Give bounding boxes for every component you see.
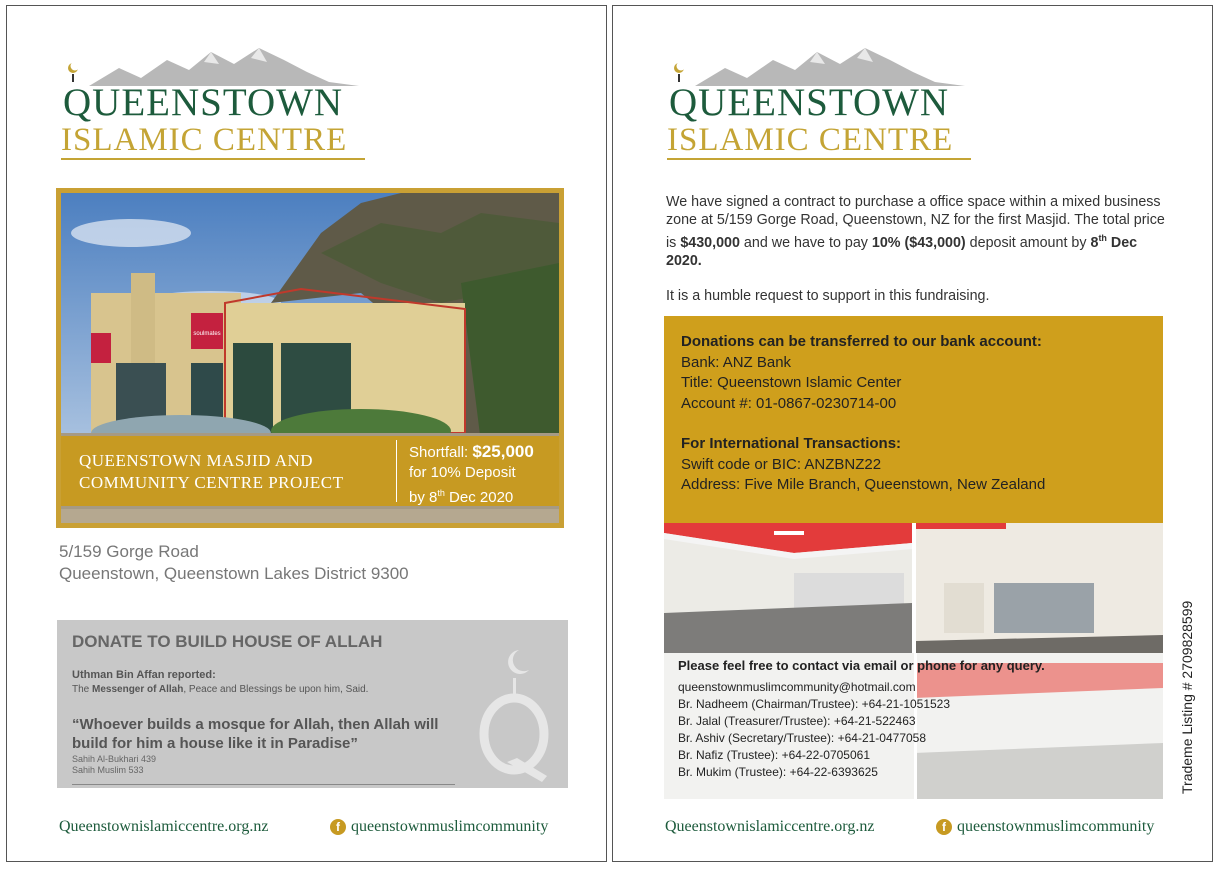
intro-date-suffix: Dec 2020. bbox=[666, 234, 1138, 269]
facebook-link[interactable] bbox=[936, 818, 1154, 836]
website-link[interactable]: Queenstownislamiccentre.org.nz bbox=[59, 818, 269, 835]
fundraising-request: It is a humble request to support in this fundraising. bbox=[666, 288, 990, 304]
donate-heading: DONATE TO BUILD HOUSE OF ALLAH bbox=[72, 632, 383, 651]
interior-photos bbox=[664, 523, 1163, 799]
shortfall-date-sup: th bbox=[437, 488, 445, 498]
intro-text-2: and we have to pay bbox=[739, 234, 872, 251]
address bbox=[59, 541, 409, 585]
contact-person: Br. Jalal (Treasurer/Trustee): +64-21-522463 bbox=[678, 714, 916, 728]
contact-person: Br. Nadheem (Chairman/Trustee): +64-21-1051523 bbox=[678, 697, 951, 711]
hadith-intro-post: , Peace and Blessings be upon him, Said. bbox=[183, 684, 369, 695]
donate-box bbox=[57, 620, 568, 788]
logo-islamic-centre: ISLAMIC CENTRE bbox=[667, 122, 954, 158]
hadith-source-2: Sahih Muslim 533 bbox=[72, 765, 144, 775]
hadith-intro-bold: Messenger of Allah bbox=[92, 684, 184, 695]
crescent-q-icon bbox=[467, 642, 557, 782]
contact-person: Br. Mukim (Trustee): +64-22-6393625 bbox=[678, 765, 878, 779]
logo-queenstown: QUEENSTOWN bbox=[669, 81, 950, 124]
shortfall-date-prefix: by 8 bbox=[409, 489, 438, 506]
facebook-handle: queenstownmuslimcommunity bbox=[957, 818, 1155, 835]
store-sign: soulmates bbox=[193, 331, 221, 337]
logo-islamic-centre: ISLAMIC CENTRE bbox=[61, 122, 348, 158]
hadith-intro bbox=[72, 684, 368, 695]
contact-heading: Please feel free to contact via email or phone for any query. bbox=[678, 658, 1045, 673]
bank-details-box bbox=[664, 316, 1163, 523]
bank-account-number: Account #: 01-0867-0230714-00 bbox=[681, 394, 897, 412]
bank-account-title: Title: Queenstown Islamic Center bbox=[681, 374, 902, 391]
donate-divider bbox=[72, 784, 455, 785]
project-title: QUEENSTOWN MASJID AND COMMUNITY CENTRE PROJECT bbox=[79, 451, 344, 492]
swift-code: Swift code or BIC: ANZBNZ22 bbox=[681, 455, 882, 473]
intro-date-prefix: 8 bbox=[1090, 234, 1099, 251]
trademe-listing-text: Trademe Listing # 2709828599 bbox=[1179, 600, 1195, 794]
intl-heading: For International Transactions: bbox=[681, 435, 902, 452]
bank-branch-address: Address: Five Mile Branch, Queenstown, New Zealand bbox=[681, 476, 1046, 493]
hadith-sources bbox=[72, 754, 156, 776]
address-line-1: 5/159 Gorge Road bbox=[59, 542, 199, 561]
intro-deposit: 10% ($43,000) bbox=[871, 234, 966, 251]
logo bbox=[665, 38, 985, 166]
logo-divider bbox=[667, 158, 971, 160]
logo-divider bbox=[61, 158, 365, 160]
flyer-page-2 bbox=[612, 5, 1213, 862]
intro-date-sup: th bbox=[1098, 233, 1107, 243]
trademe-listing bbox=[1179, 582, 1195, 794]
shortfall-label: Shortfall: bbox=[409, 444, 469, 461]
intro-price: $430,000 bbox=[680, 234, 740, 251]
flyer-page-1 bbox=[6, 5, 607, 862]
contact-person: Br. Ashiv (Secretary/Trustee): +64-21-0477058 bbox=[678, 731, 927, 745]
hadith-quote: “Whoever builds a mosque for Allah, then Allah will build for him a house like it in Paradise” bbox=[72, 716, 439, 752]
shortfall-deposit-line: for 10% Deposit bbox=[409, 464, 516, 481]
hadith-source-1: Sahih Al-Bukhari 439 bbox=[72, 754, 157, 764]
address-line-2: Queenstown, Queenstown Lakes District 9300 bbox=[59, 564, 409, 583]
bank-heading: Donations can be transferred to our bank account: bbox=[681, 333, 1042, 350]
facebook-icon: f bbox=[936, 819, 952, 835]
intro-text-3: deposit amount by bbox=[965, 234, 1091, 251]
website-link[interactable]: Queenstownislamiccentre.org.nz bbox=[665, 818, 875, 835]
facebook-handle: queenstownmuslimcommunity bbox=[351, 818, 549, 835]
facebook-icon: f bbox=[330, 819, 346, 835]
contact-email[interactable]: queenstownmuslimcommunity@hotmail.com bbox=[678, 680, 916, 694]
building-photo-frame bbox=[56, 188, 564, 528]
contact-person: Br. Nafiz (Trustee): +64-22-0705061 bbox=[678, 748, 870, 762]
shortfall-date-suffix: Dec 2020 bbox=[444, 489, 514, 506]
logo bbox=[59, 38, 379, 166]
shortfall-amount: $25,000 bbox=[472, 442, 534, 461]
bank-name: Bank: ANZ Bank bbox=[681, 353, 792, 371]
logo-queenstown: QUEENSTOWN bbox=[63, 81, 344, 124]
intro-paragraph bbox=[666, 193, 1166, 270]
contact-list bbox=[678, 657, 1045, 781]
project-banner bbox=[61, 436, 559, 506]
shortfall-info bbox=[409, 442, 534, 508]
hadith-narrator: Uthman Bin Affan reported: bbox=[72, 669, 216, 681]
hadith-intro-pre: The bbox=[72, 684, 93, 695]
facebook-link[interactable] bbox=[330, 818, 548, 836]
banner-divider bbox=[396, 440, 397, 502]
intro-text-1: We have signed a contract to purchase a office space within a mixed business zone at 5/159 Gorge Road, Queenstown, NZ for the first Masjid. The total price is bbox=[666, 194, 1165, 251]
